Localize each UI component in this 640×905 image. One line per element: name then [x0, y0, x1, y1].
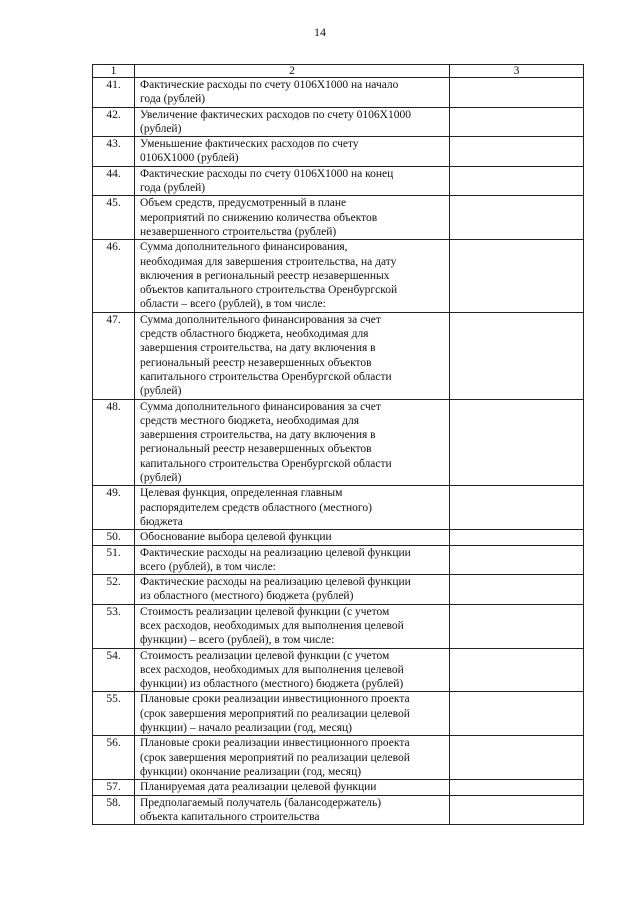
- indicator-line: мероприятий по снижению количества объектов: [140, 211, 378, 224]
- table-row: [93, 736, 584, 780]
- row-indicator: [135, 736, 450, 780]
- indicator-line: Планируемая дата реализации целевой функции: [140, 781, 377, 794]
- indicator-line: Увеличение фактических расходов по счету 0106Х1000: [140, 108, 411, 121]
- row-value-cell: [450, 78, 584, 108]
- indicator-line: Стоимость реализации целевой функции (с учетом: [140, 649, 390, 662]
- row-indicator: [135, 166, 450, 196]
- indicator-line: Сумма дополнительного финансирования за счет: [140, 313, 381, 326]
- indicator-line: области – всего (рублей), в том числе:: [140, 298, 326, 311]
- row-number: 45.: [93, 196, 135, 240]
- page-number: 14: [314, 25, 326, 39]
- indicator-line: объекта капитального строительства: [140, 810, 320, 823]
- row-value-cell: [450, 166, 584, 196]
- row-indicator: [135, 692, 450, 736]
- header-col-1: 1: [93, 65, 135, 78]
- indicator-line: Уменьшение фактических расходов по счету: [140, 138, 359, 151]
- table-row: [93, 399, 584, 486]
- row-value-cell: [450, 240, 584, 312]
- row-indicator: [135, 312, 450, 399]
- indicator-line: включения в региональный реестр незавершенных: [140, 269, 390, 282]
- header-col-2: 2: [135, 65, 450, 78]
- row-number: 53.: [93, 604, 135, 648]
- indicator-line: незавершенного строительства (рублей): [140, 225, 337, 238]
- table-row: [93, 604, 584, 648]
- table-row: [93, 780, 584, 795]
- table-row: [93, 692, 584, 736]
- row-number: 46.: [93, 240, 135, 312]
- table-row: [93, 530, 584, 545]
- indicator-line: завершения строительства, на дату включения в: [140, 429, 376, 442]
- indicator-line: Плановые сроки реализации инвестиционного проекта: [140, 737, 410, 750]
- row-indicator: [135, 780, 450, 795]
- row-indicator: [135, 530, 450, 545]
- row-value-cell: [450, 399, 584, 486]
- row-value-cell: [450, 692, 584, 736]
- indicator-line: средств местного бюджета, необходимая для: [140, 414, 359, 427]
- row-number: 43.: [93, 137, 135, 167]
- table-row: [93, 196, 584, 240]
- row-value-cell: [450, 530, 584, 545]
- indicator-line: Фактические расходы по счету 0106Х1000 на начало: [140, 79, 399, 91]
- indicator-line: капитального строительства Оренбургской области: [140, 457, 392, 470]
- row-number: 41.: [93, 78, 135, 108]
- indicator-line: функции) окончание реализации (год, месяц): [140, 765, 362, 778]
- header-col-3: 3: [450, 65, 584, 78]
- row-value-cell: [450, 736, 584, 780]
- row-indicator: [135, 240, 450, 312]
- indicator-line: объектов капитального строительства Оренбургской: [140, 284, 398, 297]
- indicator-line: 0106Х1000 (рублей): [140, 152, 239, 165]
- data-table: [92, 64, 584, 825]
- row-number: 52.: [93, 575, 135, 605]
- table-row: [93, 137, 584, 167]
- indicator-line: всего (рублей), в том числе:: [140, 560, 276, 573]
- row-value-cell: [450, 196, 584, 240]
- row-indicator: [135, 78, 450, 108]
- row-number: 51.: [93, 545, 135, 575]
- row-number: 58.: [93, 795, 135, 825]
- table-row: [93, 240, 584, 312]
- row-value-cell: [450, 486, 584, 530]
- row-number: 44.: [93, 166, 135, 196]
- indicator-line: региональный реестр незавершенных объектов: [140, 443, 372, 456]
- row-number: 48.: [93, 399, 135, 486]
- row-number: 50.: [93, 530, 135, 545]
- indicator-line: (срок завершения мероприятий по реализации целевой: [140, 707, 410, 720]
- row-indicator: [135, 604, 450, 648]
- indicator-line: (срок завершения мероприятий по реализации целевой: [140, 751, 410, 764]
- indicator-line: капитального строительства Оренбургской области: [140, 370, 392, 383]
- indicator-line: (рублей): [140, 122, 182, 135]
- indicator-line: функции) – всего (рублей), в том числе:: [140, 634, 335, 647]
- table-row: [93, 78, 584, 108]
- indicator-line: Целевая функция, определенная главным: [140, 487, 343, 500]
- indicator-line: региональный реестр незавершенных объектов: [140, 356, 372, 369]
- row-indicator: [135, 107, 450, 137]
- indicator-line: года (рублей): [140, 93, 206, 106]
- row-number: 47.: [93, 312, 135, 399]
- row-value-cell: [450, 795, 584, 825]
- row-indicator: [135, 399, 450, 486]
- row-number: 57.: [93, 780, 135, 795]
- table-row: [93, 575, 584, 605]
- indicator-line: Фактические расходы на реализацию целевой функции: [140, 576, 411, 589]
- indicator-line: (рублей): [140, 385, 182, 398]
- row-indicator: [135, 575, 450, 605]
- row-number: 49.: [93, 486, 135, 530]
- row-indicator: [135, 545, 450, 575]
- indicator-line: Обоснование выбора целевой функции: [140, 531, 332, 544]
- indicator-line: Стоимость реализации целевой функции (с учетом: [140, 605, 390, 618]
- row-number: 42.: [93, 107, 135, 137]
- indicator-line: из областного (местного) бюджета (рублей): [140, 590, 354, 603]
- row-value-cell: [450, 780, 584, 795]
- row-number: 56.: [93, 736, 135, 780]
- row-number: 55.: [93, 692, 135, 736]
- table-row: [93, 107, 584, 137]
- indicator-line: средств областного бюджета, необходимая для: [140, 328, 369, 341]
- indicator-line: (рублей): [140, 472, 182, 485]
- row-value-cell: [450, 107, 584, 137]
- row-value-cell: [450, 575, 584, 605]
- row-value-cell: [450, 648, 584, 692]
- indicator-line: необходимая для завершения строительства, на дату: [140, 255, 397, 268]
- indicator-line: бюджета: [140, 515, 183, 528]
- row-indicator: [135, 137, 450, 167]
- row-value-cell: [450, 312, 584, 399]
- indicator-line: Фактические расходы по счету 0106Х1000 на конец: [140, 167, 394, 180]
- row-indicator: [135, 196, 450, 240]
- indicator-line: Фактические расходы на реализацию целевой функции: [140, 546, 411, 559]
- row-indicator: [135, 486, 450, 530]
- row-value-cell: [450, 545, 584, 575]
- row-number: 54.: [93, 648, 135, 692]
- indicator-line: функции) из областного (местного) бюджета (рублей): [140, 678, 404, 691]
- indicator-line: Предполагаемый получатель (балансодержатель): [140, 796, 382, 809]
- indicator-line: Сумма дополнительного финансирования за счет: [140, 400, 381, 413]
- table-row: [93, 486, 584, 530]
- indicator-line: всех расходов, необходимых для выполнения целевой: [140, 663, 404, 676]
- indicator-line: всех расходов, необходимых для выполнения целевой: [140, 619, 404, 632]
- table-row: [93, 545, 584, 575]
- table-row: [93, 166, 584, 196]
- row-indicator: [135, 795, 450, 825]
- table-row: [93, 795, 584, 825]
- row-value-cell: [450, 137, 584, 167]
- table-row: [93, 648, 584, 692]
- indicator-line: Объем средств, предусмотренный в плане: [140, 197, 347, 210]
- indicator-line: завершения строительства, на дату включения в: [140, 342, 376, 355]
- table-header-row: [93, 65, 584, 78]
- indicator-line: распорядителем средств областного (местного): [140, 501, 372, 514]
- indicator-line: Сумма дополнительного финансирования,: [140, 241, 348, 254]
- table-row: [93, 312, 584, 399]
- indicator-line: года (рублей): [140, 182, 206, 195]
- row-indicator: [135, 648, 450, 692]
- indicator-line: функции) – начало реализации (год, месяц): [140, 722, 353, 735]
- indicator-line: Плановые сроки реализации инвестиционного проекта: [140, 693, 410, 706]
- row-value-cell: [450, 604, 584, 648]
